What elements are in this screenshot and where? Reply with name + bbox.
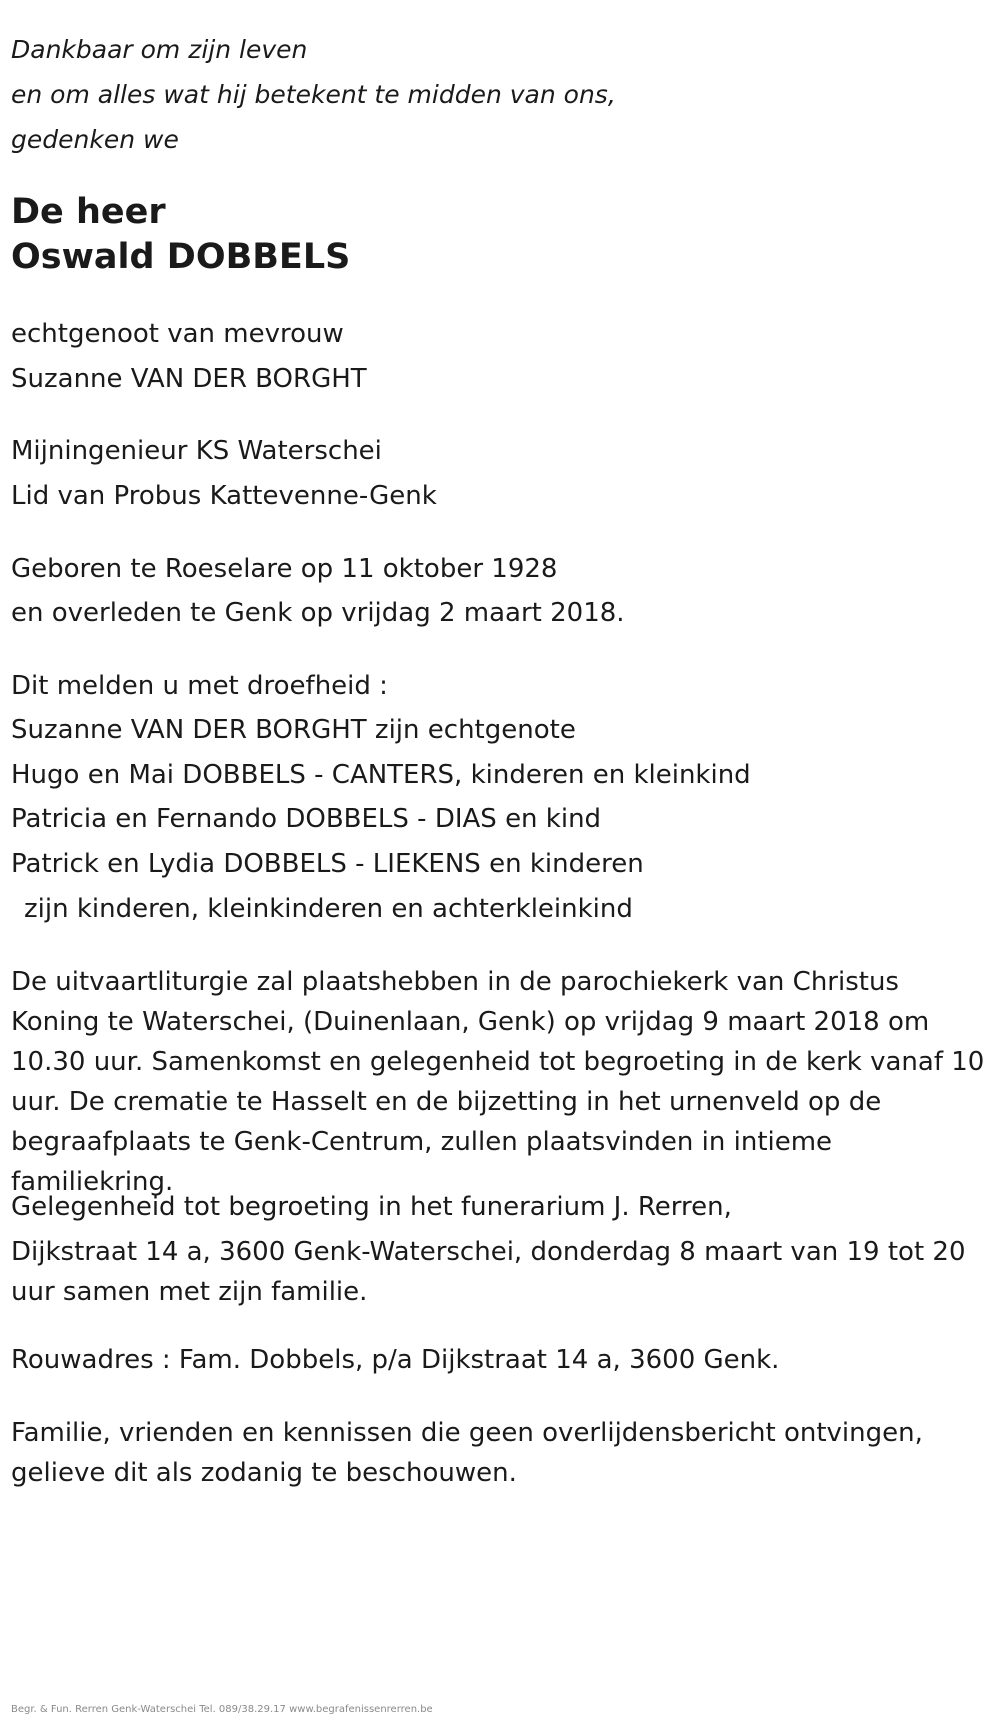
intro-line-1: Dankbaar om zijn leven (11, 35, 308, 64)
deceased-name: Oswald DOBBELS (11, 237, 351, 277)
visitation-line-1: Gelegenheid tot begroeting in het funerarium J. Rerren, (11, 1192, 732, 1222)
role-line-1: Mijningenieur KS Waterschei (11, 436, 382, 466)
spouse-line-2: Suzanne VAN DER BORGHT (11, 364, 367, 394)
intro-line-3: gedenken we (11, 125, 179, 154)
family-summary: zijn kinderen, kleinkinderen en achterkleinkind (24, 894, 633, 924)
deceased-title: De heer (11, 192, 166, 232)
family-member: Patricia en Fernando DOBBELS - DIAS en kind (11, 804, 602, 834)
liturgy-paragraph: De uitvaartliturgie zal plaatshebben in de parochiekerk van Christus Koning te Waterschei, (Duinenlaan, Genk) op vrijdag 9 maart 2018 om 10.30 uur. Samenkomst en gelegenheid tot begroeting in de kerk vanaf 10 uur. De crematie te Hasselt en de bijzetting in het urnenveld op de begraafplaats te Genk-Centrum, zullen plaatsvinden in intieme familiekring. (11, 967, 985, 1197)
visitation-line-2: Dijkstraat 14 a, 3600 Genk-Waterschei, donderdag 8 maart van 19 tot 20 uur samen met zijn familie. (11, 1237, 966, 1307)
closing-paragraph: Familie, vrienden en kennissen die geen overlijdensbericht ontvingen, gelieve dit als zodanig te beschouwen. (11, 1418, 923, 1488)
death-line: en overleden te Genk op vrijdag 2 maart 2018. (11, 598, 625, 628)
family-member: Hugo en Mai DOBBELS - CANTERS, kinderen en kleinkind (11, 760, 751, 790)
role-line-2: Lid van Probus Kattevenne-Genk (11, 481, 437, 511)
mourning-address: Rouwadres : Fam. Dobbels, p/a Dijkstraat 14 a, 3600 Genk. (11, 1345, 780, 1375)
spouse-line-1: echtgenoot van mevrouw (11, 319, 344, 349)
intro-line-2: en om alles wat hij betekent te midden van ons, (11, 80, 616, 109)
family-member: Suzanne VAN DER BORGHT zijn echtgenote (11, 715, 576, 745)
footer-credit: Begr. & Fun. Rerren Genk-Waterschei Tel. 089/38.29.17 www.begrafenissenrerren.be (11, 1704, 433, 1715)
family-member: Patrick en Lydia DOBBELS - LIEKENS en kinderen (11, 849, 644, 879)
birth-line: Geboren te Roeselare op 11 oktober 1928 (11, 554, 558, 584)
family-intro: Dit melden u met droefheid : (11, 671, 388, 701)
